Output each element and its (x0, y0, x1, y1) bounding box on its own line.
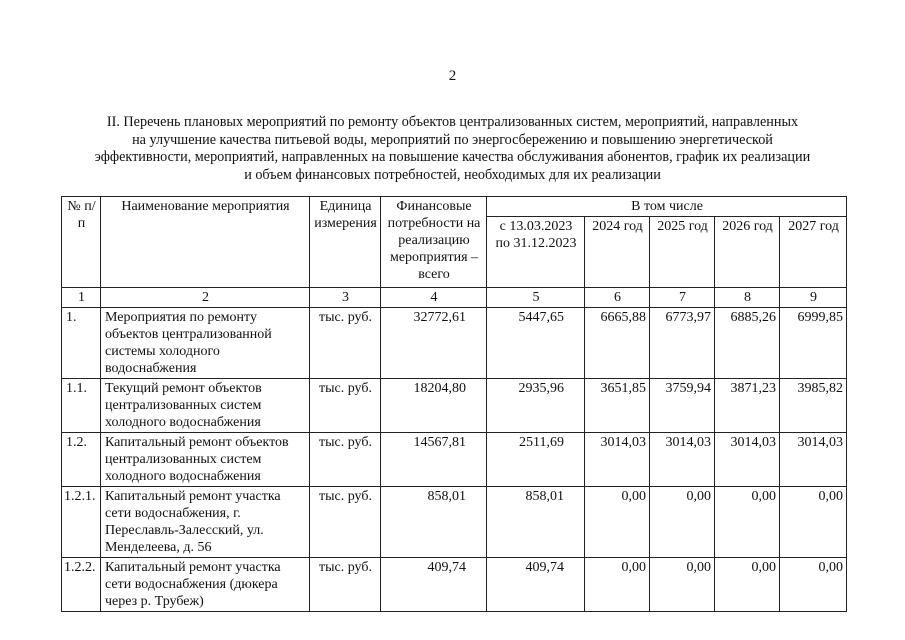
header-2026: 2026 год (715, 217, 780, 288)
row-num: 1.2. (62, 433, 101, 487)
row-2027: 0,00 (780, 487, 847, 558)
row-total: 409,74 (381, 558, 487, 612)
row-total: 18204,80 (381, 379, 487, 433)
activities-table (61, 196, 847, 612)
row-total: 858,01 (381, 487, 487, 558)
table-row (62, 308, 847, 379)
row-2025: 0,00 (650, 558, 715, 612)
row-2025: 3759,94 (650, 379, 715, 433)
column-number-row (62, 288, 847, 308)
row-2024: 0,00 (585, 487, 650, 558)
column-number: 4 (381, 288, 487, 308)
row-2026: 3014,03 (715, 433, 780, 487)
row-total: 32772,61 (381, 308, 487, 379)
row-period: 5447,65 (487, 308, 585, 379)
heading-line: и объем финансовых потребностей, необходимых для их реализации (244, 166, 661, 183)
header-group: В том числе (487, 197, 847, 217)
row-2027: 0,00 (780, 558, 847, 612)
column-number: 5 (487, 288, 585, 308)
row-2025: 0,00 (650, 487, 715, 558)
row-period: 2511,69 (487, 433, 585, 487)
row-period: 409,74 (487, 558, 585, 612)
row-2025: 6773,97 (650, 308, 715, 379)
row-name: Капитальный ремонт участка сети водоснабжения, г. Переславль-Залесский, ул. Менделеева, д. 56 (101, 487, 310, 558)
table-row (62, 487, 847, 558)
column-number: 1 (62, 288, 101, 308)
row-num: 1.2.1. (62, 487, 101, 558)
table-row (62, 433, 847, 487)
row-2024: 0,00 (585, 558, 650, 612)
row-2024: 3014,03 (585, 433, 650, 487)
row-unit: тыс. руб. (310, 558, 381, 612)
row-2026: 0,00 (715, 558, 780, 612)
page-number: 2 (448, 68, 457, 84)
heading-line: на улучшение качества питьевой воды, мероприятий по энергосбережению и повышению энергетической (132, 131, 773, 148)
column-number: 3 (310, 288, 381, 308)
row-2025: 3014,03 (650, 433, 715, 487)
row-2026: 3871,23 (715, 379, 780, 433)
row-total: 14567,81 (381, 433, 487, 487)
row-2026: 6885,26 (715, 308, 780, 379)
row-unit: тыс. руб. (310, 379, 381, 433)
row-2024: 3651,85 (585, 379, 650, 433)
header-num: № п/п (62, 197, 101, 288)
column-number: 6 (585, 288, 650, 308)
header-period: с 13.03.2023 по 31.12.2023 (487, 217, 585, 288)
row-unit: тыс. руб. (310, 487, 381, 558)
heading-line: эффективности, мероприятий, направленных на повышение качества обслуживания абонентов, график их реализации (94, 149, 811, 165)
header-unit: Единица измерения (310, 197, 381, 288)
row-2027: 6999,85 (780, 308, 847, 379)
header-row (62, 197, 847, 217)
header-total: Финансовые потребности на реализацию мероприятия – всего (381, 197, 487, 288)
row-name: Мероприятия по ремонту объектов централизованной системы холодного водоснабжения (101, 308, 310, 379)
header-2024: 2024 год (585, 217, 650, 288)
column-number: 8 (715, 288, 780, 308)
row-num: 1. (62, 308, 101, 379)
row-period: 2935,96 (487, 379, 585, 433)
section-heading (40, 114, 865, 184)
column-number: 9 (780, 288, 847, 308)
row-2027: 3014,03 (780, 433, 847, 487)
row-2024: 6665,88 (585, 308, 650, 379)
header-2025: 2025 год (650, 217, 715, 288)
row-name: Текущий ремонт объектов централизованных систем холодного водоснабжения (101, 379, 310, 433)
table-row (62, 558, 847, 612)
column-number: 7 (650, 288, 715, 308)
row-2026: 0,00 (715, 487, 780, 558)
column-number: 2 (101, 288, 310, 308)
row-name: Капитальный ремонт объектов централизованных систем холодного водоснабжения (101, 433, 310, 487)
heading-line: II. Перечень плановых мероприятий по ремонту объектов централизованных систем, мероприятий, направленных (106, 114, 799, 130)
row-unit: тыс. руб. (310, 308, 381, 379)
row-2027: 3985,82 (780, 379, 847, 433)
row-period: 858,01 (487, 487, 585, 558)
row-name: Капитальный ремонт участка сети водоснабжения (дюкера через р. Трубеж) (101, 558, 310, 612)
header-2027: 2027 год (780, 217, 847, 288)
table-row (62, 379, 847, 433)
row-unit: тыс. руб. (310, 433, 381, 487)
header-name: Наименование мероприятия (101, 197, 310, 288)
row-num: 1.2.2. (62, 558, 101, 612)
row-num: 1.1. (62, 379, 101, 433)
